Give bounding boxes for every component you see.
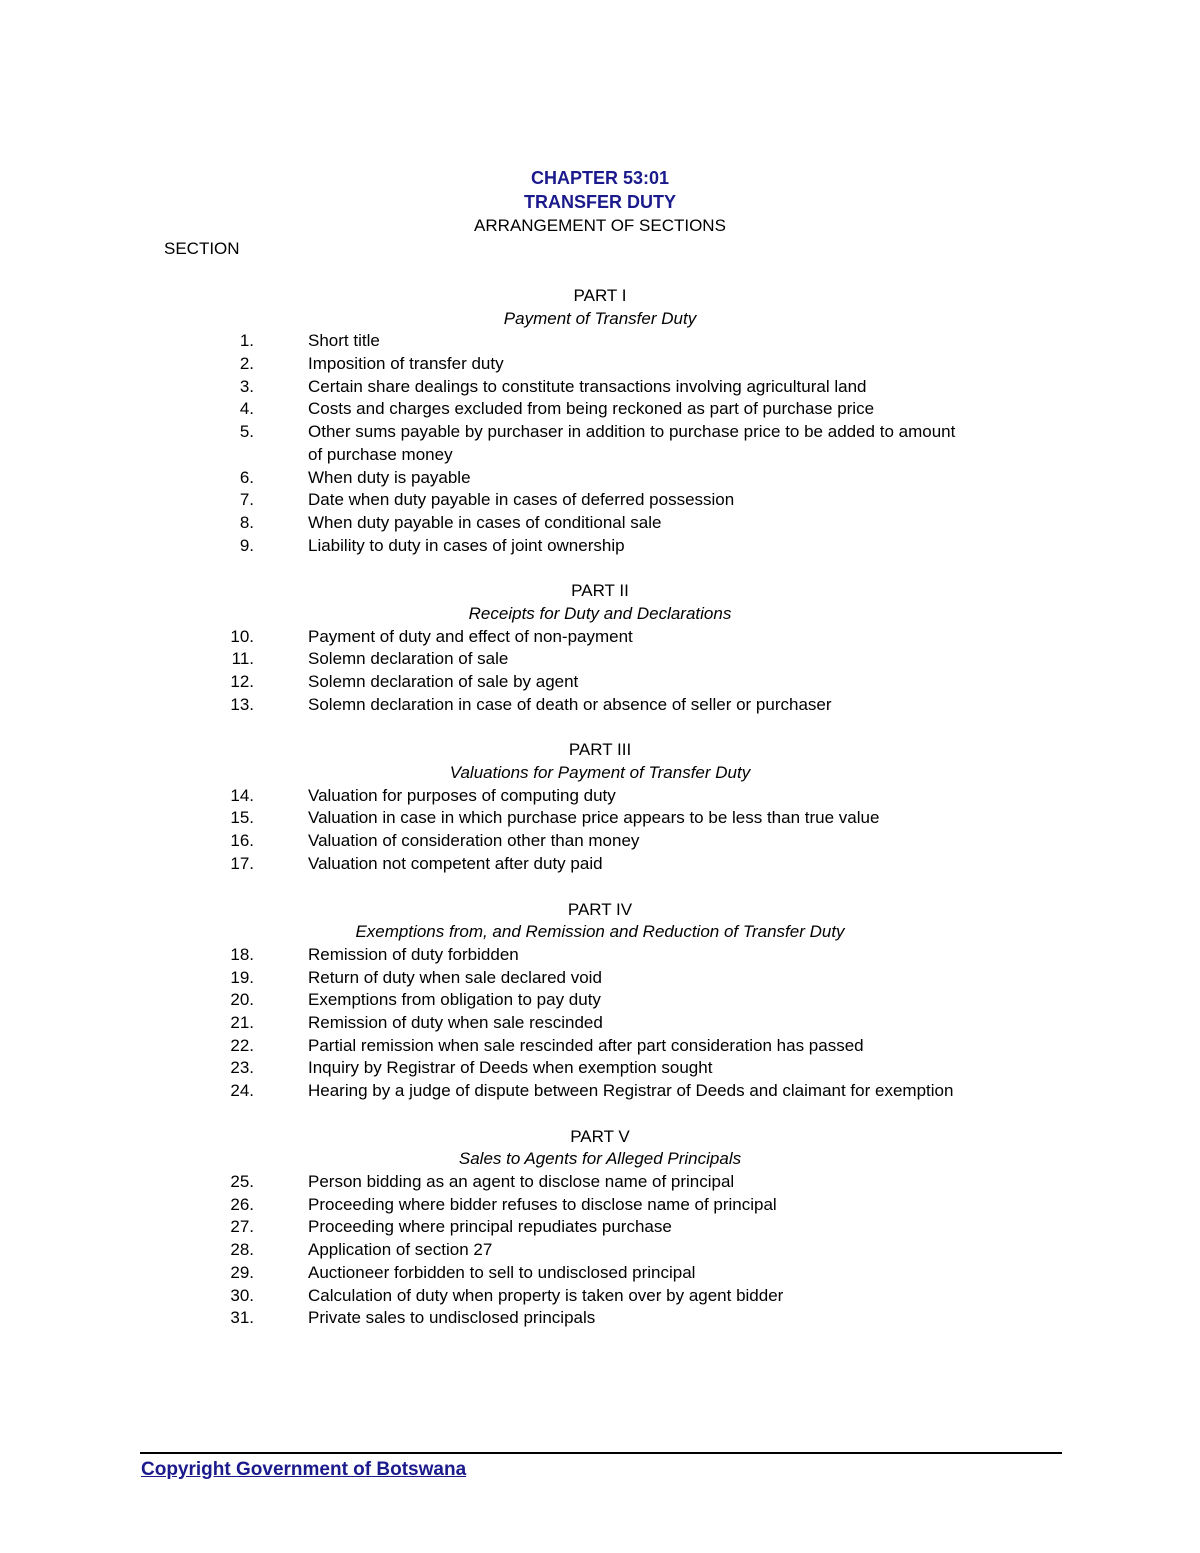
section-number: 19.: [230, 967, 254, 987]
section-entry: [0, 1194, 1200, 1217]
section-title: [308, 1194, 1068, 1217]
part-block: [0, 580, 1200, 716]
section-title-text: Valuation of consideration other than money: [308, 831, 640, 851]
section-entry: [0, 330, 1200, 353]
section-title-text: Payment of duty and effect of non-payment: [308, 626, 633, 646]
section-number: 15.: [230, 808, 254, 828]
section-title: [308, 853, 1068, 876]
section-title: [308, 989, 1068, 1012]
section-title: [308, 626, 1068, 649]
section-title-text: Solemn declaration of sale: [308, 649, 509, 669]
part-block: [0, 1126, 1200, 1330]
section-entry: [0, 512, 1200, 535]
chapter-title: TRANSFER DUTY: [524, 192, 676, 212]
section-title-text: Other sums payable by purchaser in addition to purchase price to be added to amount: [308, 422, 956, 442]
section-entry: [0, 1239, 1200, 1262]
section-title: [308, 489, 1068, 512]
section-title: [308, 1239, 1068, 1262]
part-heading: PART V: [570, 1126, 630, 1146]
section-title-text: Valuation not competent after duty paid: [308, 853, 603, 873]
part-heading: PART III: [568, 740, 632, 760]
chapter-number: CHAPTER 53:01: [530, 168, 670, 188]
section-number: 2.: [239, 354, 254, 374]
part-block: [0, 899, 1200, 1103]
section-entry: [0, 1307, 1200, 1330]
section-number: 16.: [230, 831, 254, 851]
section-entry: [0, 1012, 1200, 1035]
section-number: 4.: [239, 399, 254, 419]
section-entry: [0, 1216, 1200, 1239]
section-entry: [0, 830, 1200, 853]
section-title: [308, 1080, 1068, 1103]
section-title: [308, 967, 1068, 990]
section-entry: [0, 944, 1200, 967]
section-entry: [0, 989, 1200, 1012]
section-title: [308, 330, 1068, 353]
section-title: [308, 1262, 1068, 1285]
section-number: 12.: [230, 672, 254, 692]
section-entry: [0, 1035, 1200, 1058]
section-number: 21.: [230, 1012, 254, 1032]
section-number: 25.: [230, 1172, 254, 1192]
section-number: 5.: [239, 422, 254, 442]
section-title-text: Solemn declaration in case of death or absence of seller or purchaser: [308, 694, 832, 714]
section-number: 31.: [230, 1308, 254, 1328]
section-entry: [0, 807, 1200, 830]
part-block: [0, 739, 1200, 875]
section-title: [308, 1171, 1068, 1194]
section-entry: [0, 785, 1200, 808]
section-title-text: Calculation of duty when property is taken over by agent bidder: [308, 1285, 784, 1305]
section-title-text: Remission of duty when sale rescinded: [308, 1012, 603, 1032]
section-title-text: Inquiry by Registrar of Deeds when exemption sought: [308, 1058, 713, 1078]
section-entry: [0, 376, 1200, 399]
section-title: [308, 807, 1068, 830]
section-entry: [0, 648, 1200, 671]
section-title: [308, 1057, 1068, 1080]
section-title-text: When duty payable in cases of conditional sale: [308, 512, 662, 532]
section-title-text: Person bidding as an agent to disclose name of principal: [308, 1172, 735, 1192]
section-title: [308, 1216, 1068, 1239]
section-title-text: Partial remission when sale rescinded after part consideration has passed: [308, 1035, 864, 1055]
section-number: 13.: [230, 694, 254, 714]
part-subtitle: Payment of Transfer Duty: [503, 308, 697, 328]
section-number: 28.: [230, 1240, 254, 1260]
section-number: 11.: [231, 649, 254, 669]
section-entry: [0, 421, 1200, 466]
section-title: [308, 1012, 1068, 1035]
section-title: [308, 1307, 1068, 1330]
section-number: 6.: [239, 467, 254, 487]
section-title-text: Auctioneer forbidden to sell to undisclosed principal: [308, 1262, 696, 1282]
section-title: [308, 648, 1068, 671]
part-heading: PART IV: [567, 899, 633, 919]
section-number: 17.: [230, 853, 254, 873]
section-number: 9.: [239, 535, 254, 555]
section-entry: [0, 1262, 1200, 1285]
section-title-text: Exemptions from obligation to pay duty: [308, 990, 601, 1010]
section-number: 30.: [230, 1285, 254, 1305]
section-title-continuation: of purchase money: [308, 444, 453, 464]
section-number: 7.: [239, 490, 254, 510]
section-title: [308, 535, 1068, 558]
section-title-text: When duty is payable: [308, 467, 471, 487]
section-title: [308, 830, 1068, 853]
section-number: 22.: [230, 1035, 254, 1055]
section-entry: [0, 967, 1200, 990]
section-title-text: Application of section 27: [308, 1240, 493, 1260]
section-title-text: Return of duty when sale declared void: [308, 967, 602, 987]
section-title: [308, 944, 1068, 967]
part-heading: PART II: [571, 581, 629, 601]
section-title: [308, 694, 1068, 717]
section-title: [308, 1035, 1068, 1058]
section-title: [308, 785, 1068, 808]
section-title: [308, 376, 1068, 399]
section-title-text: Imposition of transfer duty: [308, 354, 504, 374]
part-subtitle: Receipts for Duty and Declarations: [468, 603, 732, 623]
part-subtitle: Sales to Agents for Alleged Principals: [458, 1149, 742, 1169]
section-number: 18.: [230, 944, 254, 964]
part-subtitle: Exemptions from, and Remission and Reduction of Transfer Duty: [355, 922, 845, 942]
section-title-text: Date when duty payable in cases of deferred possession: [308, 490, 735, 510]
section-title-text: Liability to duty in cases of joint ownership: [308, 535, 625, 555]
section-entry: [0, 694, 1200, 717]
arrangement-heading: ARRANGEMENT OF SECTIONS: [474, 216, 726, 235]
section-entry: [0, 1080, 1200, 1103]
copyright-link[interactable]: Copyright Government of Botswana: [141, 1459, 467, 1480]
section-title-text: Remission of duty forbidden: [308, 944, 519, 964]
section-title-text: Proceeding where principal repudiates purchase: [308, 1217, 672, 1237]
table-of-contents: [0, 285, 1200, 1353]
section-entry: [0, 1171, 1200, 1194]
section-title: [308, 398, 1068, 421]
section-number: 24.: [230, 1081, 254, 1101]
section-column-label: SECTION: [164, 239, 240, 258]
section-title-text: Private sales to undisclosed principals: [308, 1308, 596, 1328]
section-title-text: Valuation in case in which purchase price appears to be less than true value: [308, 808, 880, 828]
footer-divider: [140, 1452, 1062, 1454]
section-title-text: Proceeding where bidder refuses to disclose name of principal: [308, 1194, 777, 1214]
section-entry: [0, 489, 1200, 512]
section-title-text: Valuation for purposes of computing duty: [308, 785, 616, 805]
section-number: 14.: [230, 785, 254, 805]
section-number: 10.: [230, 626, 254, 646]
section-number: 20.: [230, 990, 254, 1010]
section-title: [308, 1285, 1068, 1308]
section-number: 29.: [230, 1262, 254, 1282]
part-subtitle: Valuations for Payment of Transfer Duty: [449, 763, 751, 783]
section-entry: [0, 398, 1200, 421]
section-title-text: Hearing by a judge of dispute between Registrar of Deeds and claimant for exemption: [308, 1081, 954, 1101]
section-title-text: Solemn declaration of sale by agent: [308, 672, 579, 692]
section-number: 3.: [239, 376, 254, 396]
section-entry: [0, 467, 1200, 490]
section-number: 1.: [239, 331, 254, 351]
section-number: 23.: [230, 1058, 254, 1078]
section-entry: [0, 853, 1200, 876]
section-entry: [0, 671, 1200, 694]
section-entry: [0, 1285, 1200, 1308]
section-title-text: Costs and charges excluded from being reckoned as part of purchase price: [308, 399, 875, 419]
section-title: [308, 467, 1068, 490]
section-number: 27.: [230, 1217, 254, 1237]
section-title: [308, 421, 1068, 466]
part-heading: PART I: [573, 286, 627, 305]
section-title: [308, 353, 1068, 376]
section-entry: [0, 1057, 1200, 1080]
section-entry: [0, 626, 1200, 649]
section-title: [308, 671, 1068, 694]
section-entry: [0, 535, 1200, 558]
section-title-text: Short title: [308, 331, 380, 351]
part-block: [0, 285, 1200, 557]
section-number: 8.: [239, 512, 254, 532]
section-entry: [0, 353, 1200, 376]
section-number: 26.: [230, 1194, 254, 1214]
section-title: [308, 512, 1068, 535]
section-title-text: Certain share dealings to constitute transactions involving agricultural land: [308, 376, 867, 396]
